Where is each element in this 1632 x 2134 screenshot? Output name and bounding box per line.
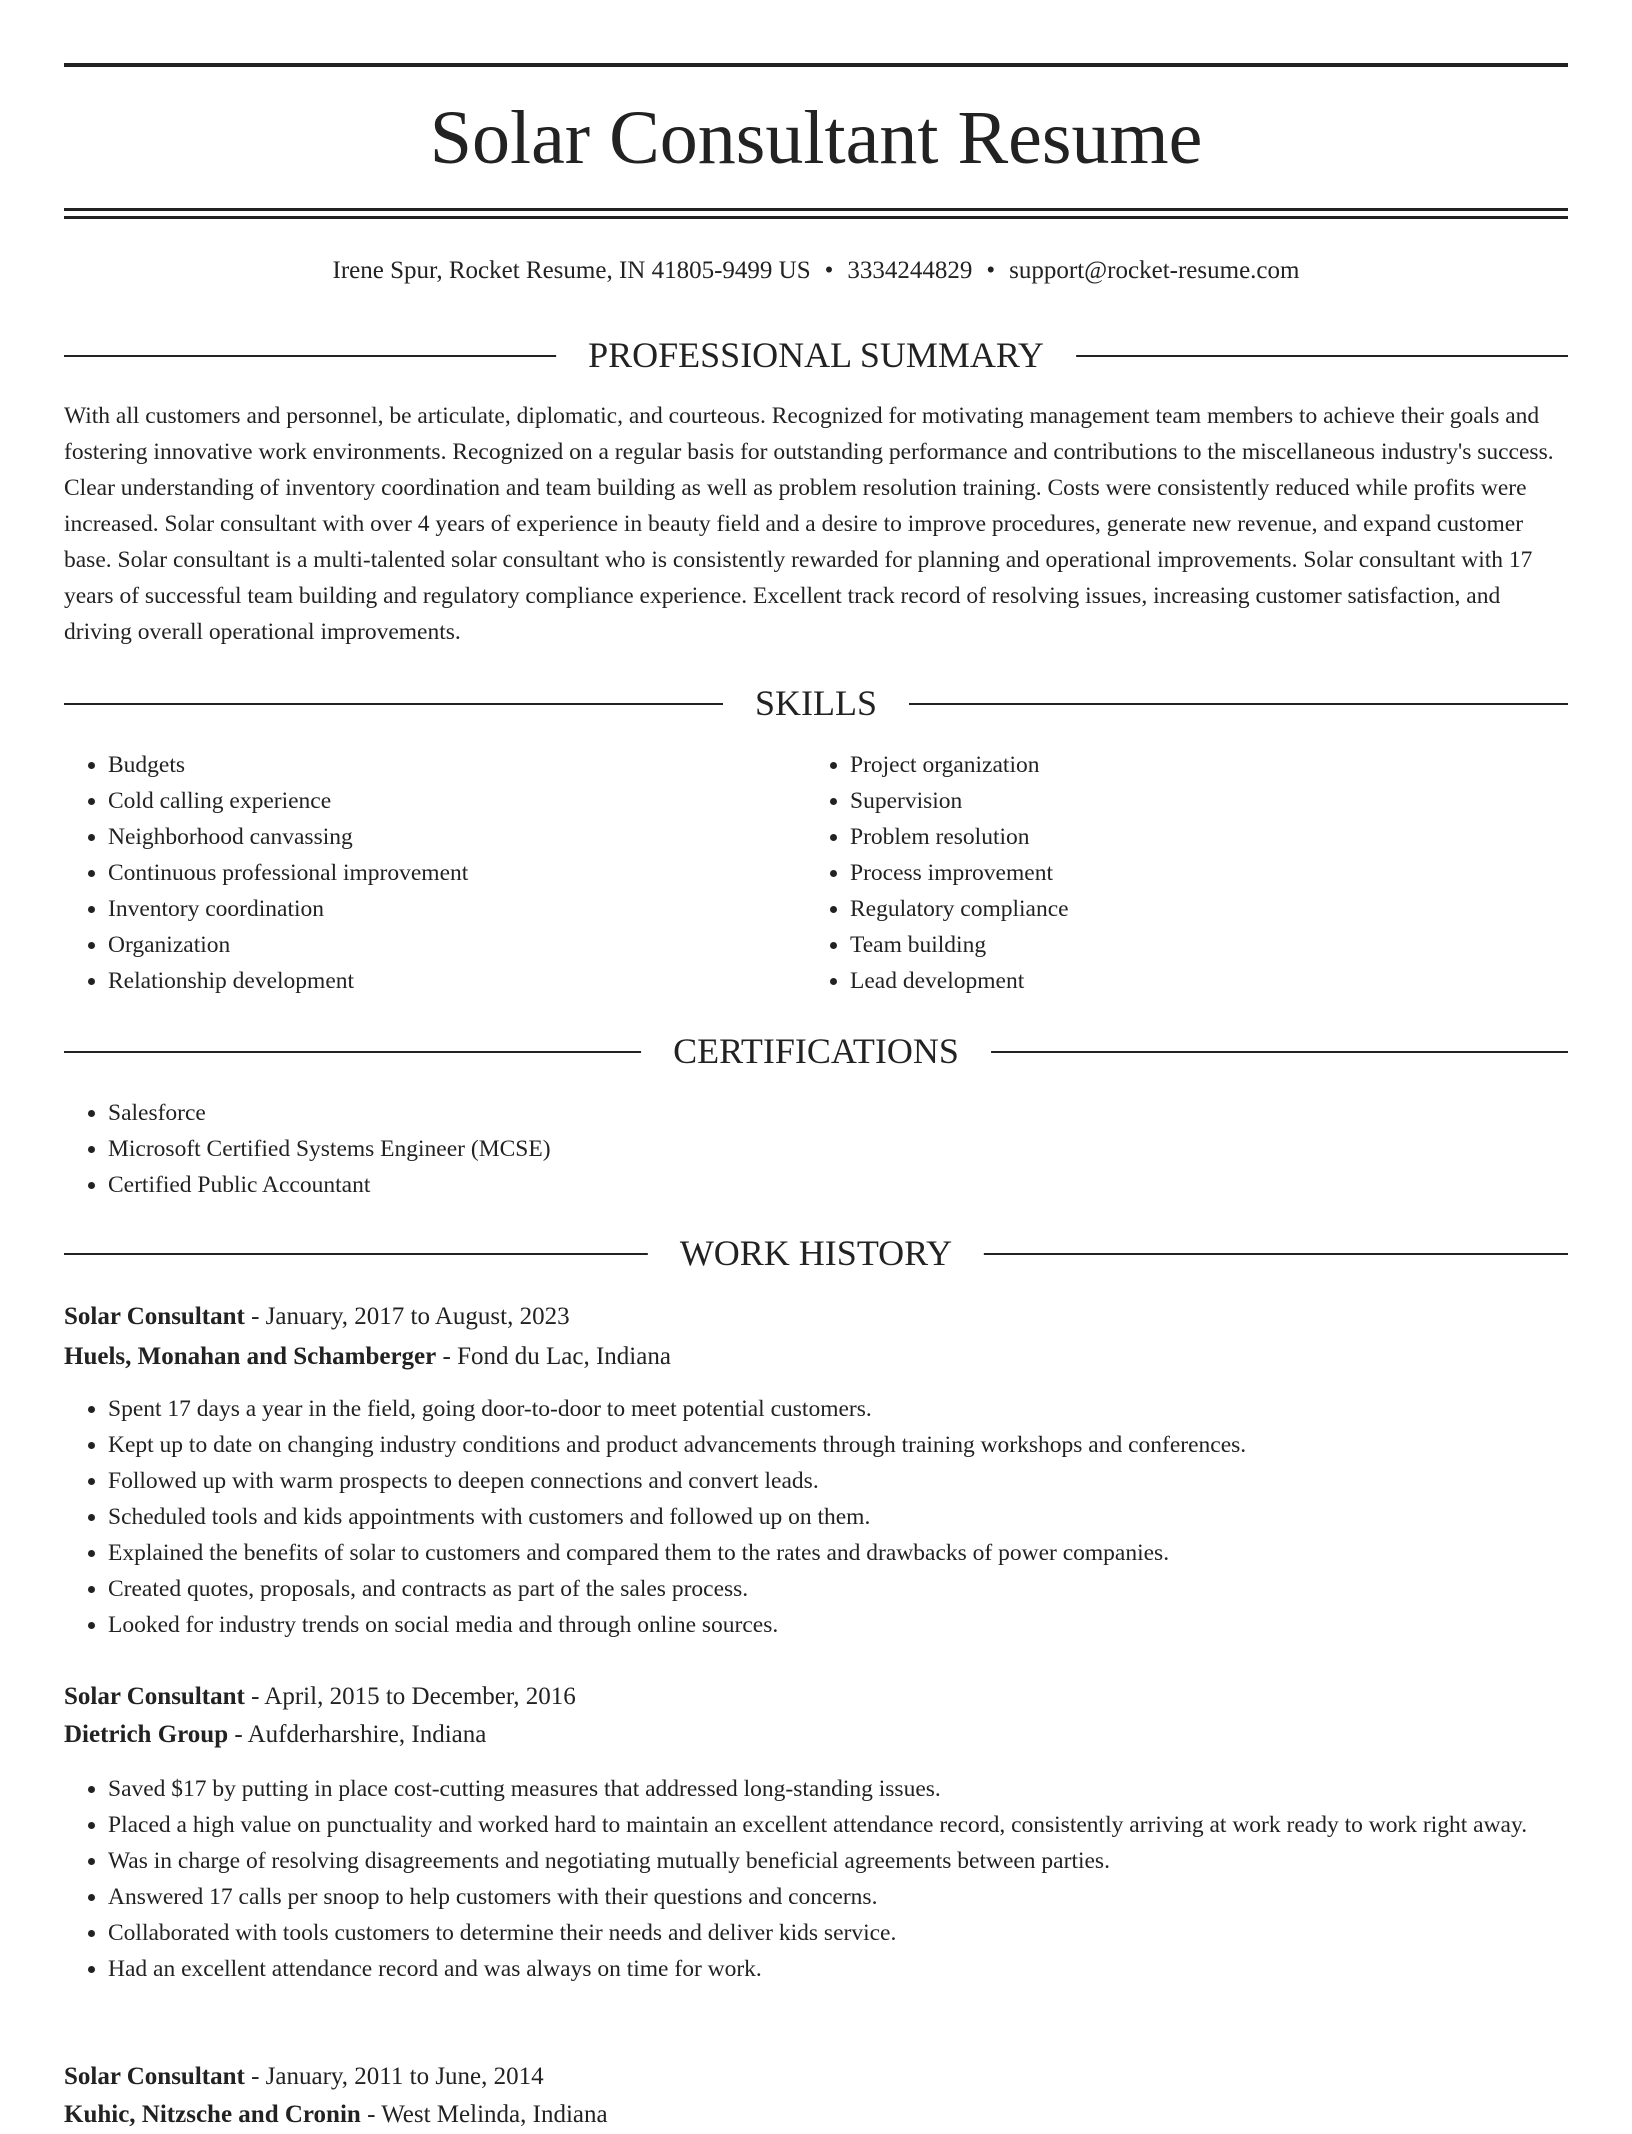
list-item: • Looked for industry trends on social media and through online sources.	[108, 1607, 1568, 1643]
contact-phone: 3334244829	[847, 257, 973, 284]
certifications-list	[64, 1095, 1568, 1203]
list-item: • Inventory coordination	[108, 891, 808, 927]
list-item: • Continuous professional improvement	[108, 855, 808, 891]
skills-list-right	[806, 747, 1550, 999]
job-title-line: Solar Consultant - January, 2017 to August, 2023	[64, 1303, 570, 1330]
page-title: Solar Consultant Resume	[429, 96, 1203, 180]
list-item: • Budgets	[108, 747, 808, 783]
list-item: • Kept up to date on changing industry conditions and product advancements through training workshops and conferences.	[108, 1427, 1568, 1463]
list-item: • Lead development	[850, 963, 1550, 999]
list-item: • Neighborhood canvassing	[108, 819, 808, 855]
job-company: Kuhic, Nitzsche and Cronin	[64, 2101, 361, 2128]
job-dates: January, 2017 to August, 2023	[265, 1303, 570, 1330]
job-location: Fond du Lac, Indiana	[457, 1343, 671, 1370]
header-bottom-rule-upper	[64, 208, 1568, 211]
contact-address: Irene Spur, Rocket Resume, IN 41805-9499 US	[332, 257, 811, 284]
job-title-line: Solar Consultant - January, 2011 to June, 2014	[64, 2063, 544, 2090]
list-item: • Had an excellent attendance record and was always on time for work.	[108, 1951, 1568, 1987]
section-header-skills	[64, 683, 1568, 723]
section-title-summary: PROFESSIONAL SUMMARY	[556, 335, 1076, 375]
header-bottom-rule-lower	[64, 216, 1568, 219]
job-location: West Melinda, Indiana	[381, 2101, 608, 2128]
section-title-certifications: CERTIFICATIONS	[641, 1031, 991, 1071]
job-title: Solar Consultant	[64, 1303, 245, 1330]
list-item: • Project organization	[850, 747, 1550, 783]
contact-line	[64, 252, 1568, 290]
section-title-work-history: WORK HISTORY	[648, 1233, 984, 1273]
contact-email: support@rocket-resume.com	[1009, 257, 1300, 284]
list-item: • Scheduled tools and kids appointments with customers and followed up on them.	[108, 1499, 1568, 1535]
job-company-line: Kuhic, Nitzsche and Cronin - West Melinda, Indiana	[64, 2101, 608, 2128]
list-item: • Placed a high value on punctuality and worked hard to maintain an excellent attendance record, consistently arriving at work ready to work right away.	[108, 1807, 1568, 1843]
job-company-line: Dietrich Group - Aufderharshire, Indiana	[64, 1721, 487, 1748]
list-item: • Saved $17 by putting in place cost-cutting measures that addressed long-standing issues.	[108, 1771, 1568, 1807]
list-item: • Answered 17 calls per snoop to help customers with their questions and concerns.	[108, 1879, 1568, 1915]
list-item: • Team building	[850, 927, 1550, 963]
section-header-certifications	[64, 1031, 1568, 1071]
list-item: • Relationship development	[108, 963, 808, 999]
job-company-line: Huels, Monahan and Schamberger - Fond du Lac, Indiana	[64, 1343, 671, 1370]
job-bullets	[64, 1391, 1568, 1643]
list-item: • Followed up with warm prospects to deepen connections and convert leads.	[108, 1463, 1568, 1499]
list-item: • Process improvement	[850, 855, 1550, 891]
list-item: • Organization	[108, 927, 808, 963]
contact-separator: •	[986, 257, 996, 284]
job-title-line: Solar Consultant - April, 2015 to December, 2016	[64, 1683, 576, 1710]
list-item: • Created quotes, proposals, and contracts as part of the sales process.	[108, 1571, 1568, 1607]
list-item: • Microsoft Certified Systems Engineer (MCSE)	[108, 1131, 1568, 1167]
list-item: • Problem resolution	[850, 819, 1550, 855]
contact-separator: •	[824, 257, 834, 284]
list-item: • Collaborated with tools customers to determine their needs and deliver kids service.	[108, 1915, 1568, 1951]
list-item: • Explained the benefits of solar to customers and compared them to the rates and drawbacks of power companies.	[108, 1535, 1568, 1571]
job-dates: April, 2015 to December, 2016	[264, 1683, 576, 1710]
job-title: Solar Consultant	[64, 2063, 245, 2090]
job-bullets	[64, 1771, 1568, 1987]
section-header-work-history	[64, 1233, 1568, 1273]
list-item: • Cold calling experience	[108, 783, 808, 819]
skills-list-left	[64, 747, 808, 999]
section-header-summary	[64, 335, 1568, 375]
header-top-rule	[64, 63, 1568, 67]
list-item: • Regulatory compliance	[850, 891, 1550, 927]
job-company: Dietrich Group	[64, 1721, 229, 1748]
section-title-skills: SKILLS	[723, 683, 909, 723]
job-location: Aufderharshire, Indiana	[247, 1721, 487, 1748]
summary-text: With all customers and personnel, be articulate, diplomatic, and courteous. Recognized for motivating management team members to achieve their goals and fostering innovative work environments. Recognized on a regular basis for outstanding performance and contributions to the miscellaneous industry's success. Clear understanding of inventory coordination and team building as well as problem resolution training. Costs were consistently reduced while profits were increased. Solar consultant with over 4 years of experience in beauty field and a desire to improve procedures, generate new revenue, and expand customer base. Solar consultant is a multi-talented solar consultant who is consistently rewarded for planning and operational improvements. Solar consultant with 17 years of successful team building and regulatory compliance experience. Excellent track record of resolving issues, increasing customer satisfaction, and driving overall operational improvements.	[64, 403, 1554, 645]
job-dates: January, 2011 to June, 2014	[265, 2063, 544, 2090]
list-item: • Supervision	[850, 783, 1550, 819]
job-company: Huels, Monahan and Schamberger	[64, 1343, 437, 1370]
list-item: • Certified Public Accountant	[108, 1167, 1568, 1203]
job-title: Solar Consultant	[64, 1683, 245, 1710]
list-item: • Spent 17 days a year in the field, going door-to-door to meet potential customers.	[108, 1391, 1568, 1427]
list-item: • Salesforce	[108, 1095, 1568, 1131]
list-item: • Was in charge of resolving disagreements and negotiating mutually beneficial agreements between parties.	[108, 1843, 1568, 1879]
